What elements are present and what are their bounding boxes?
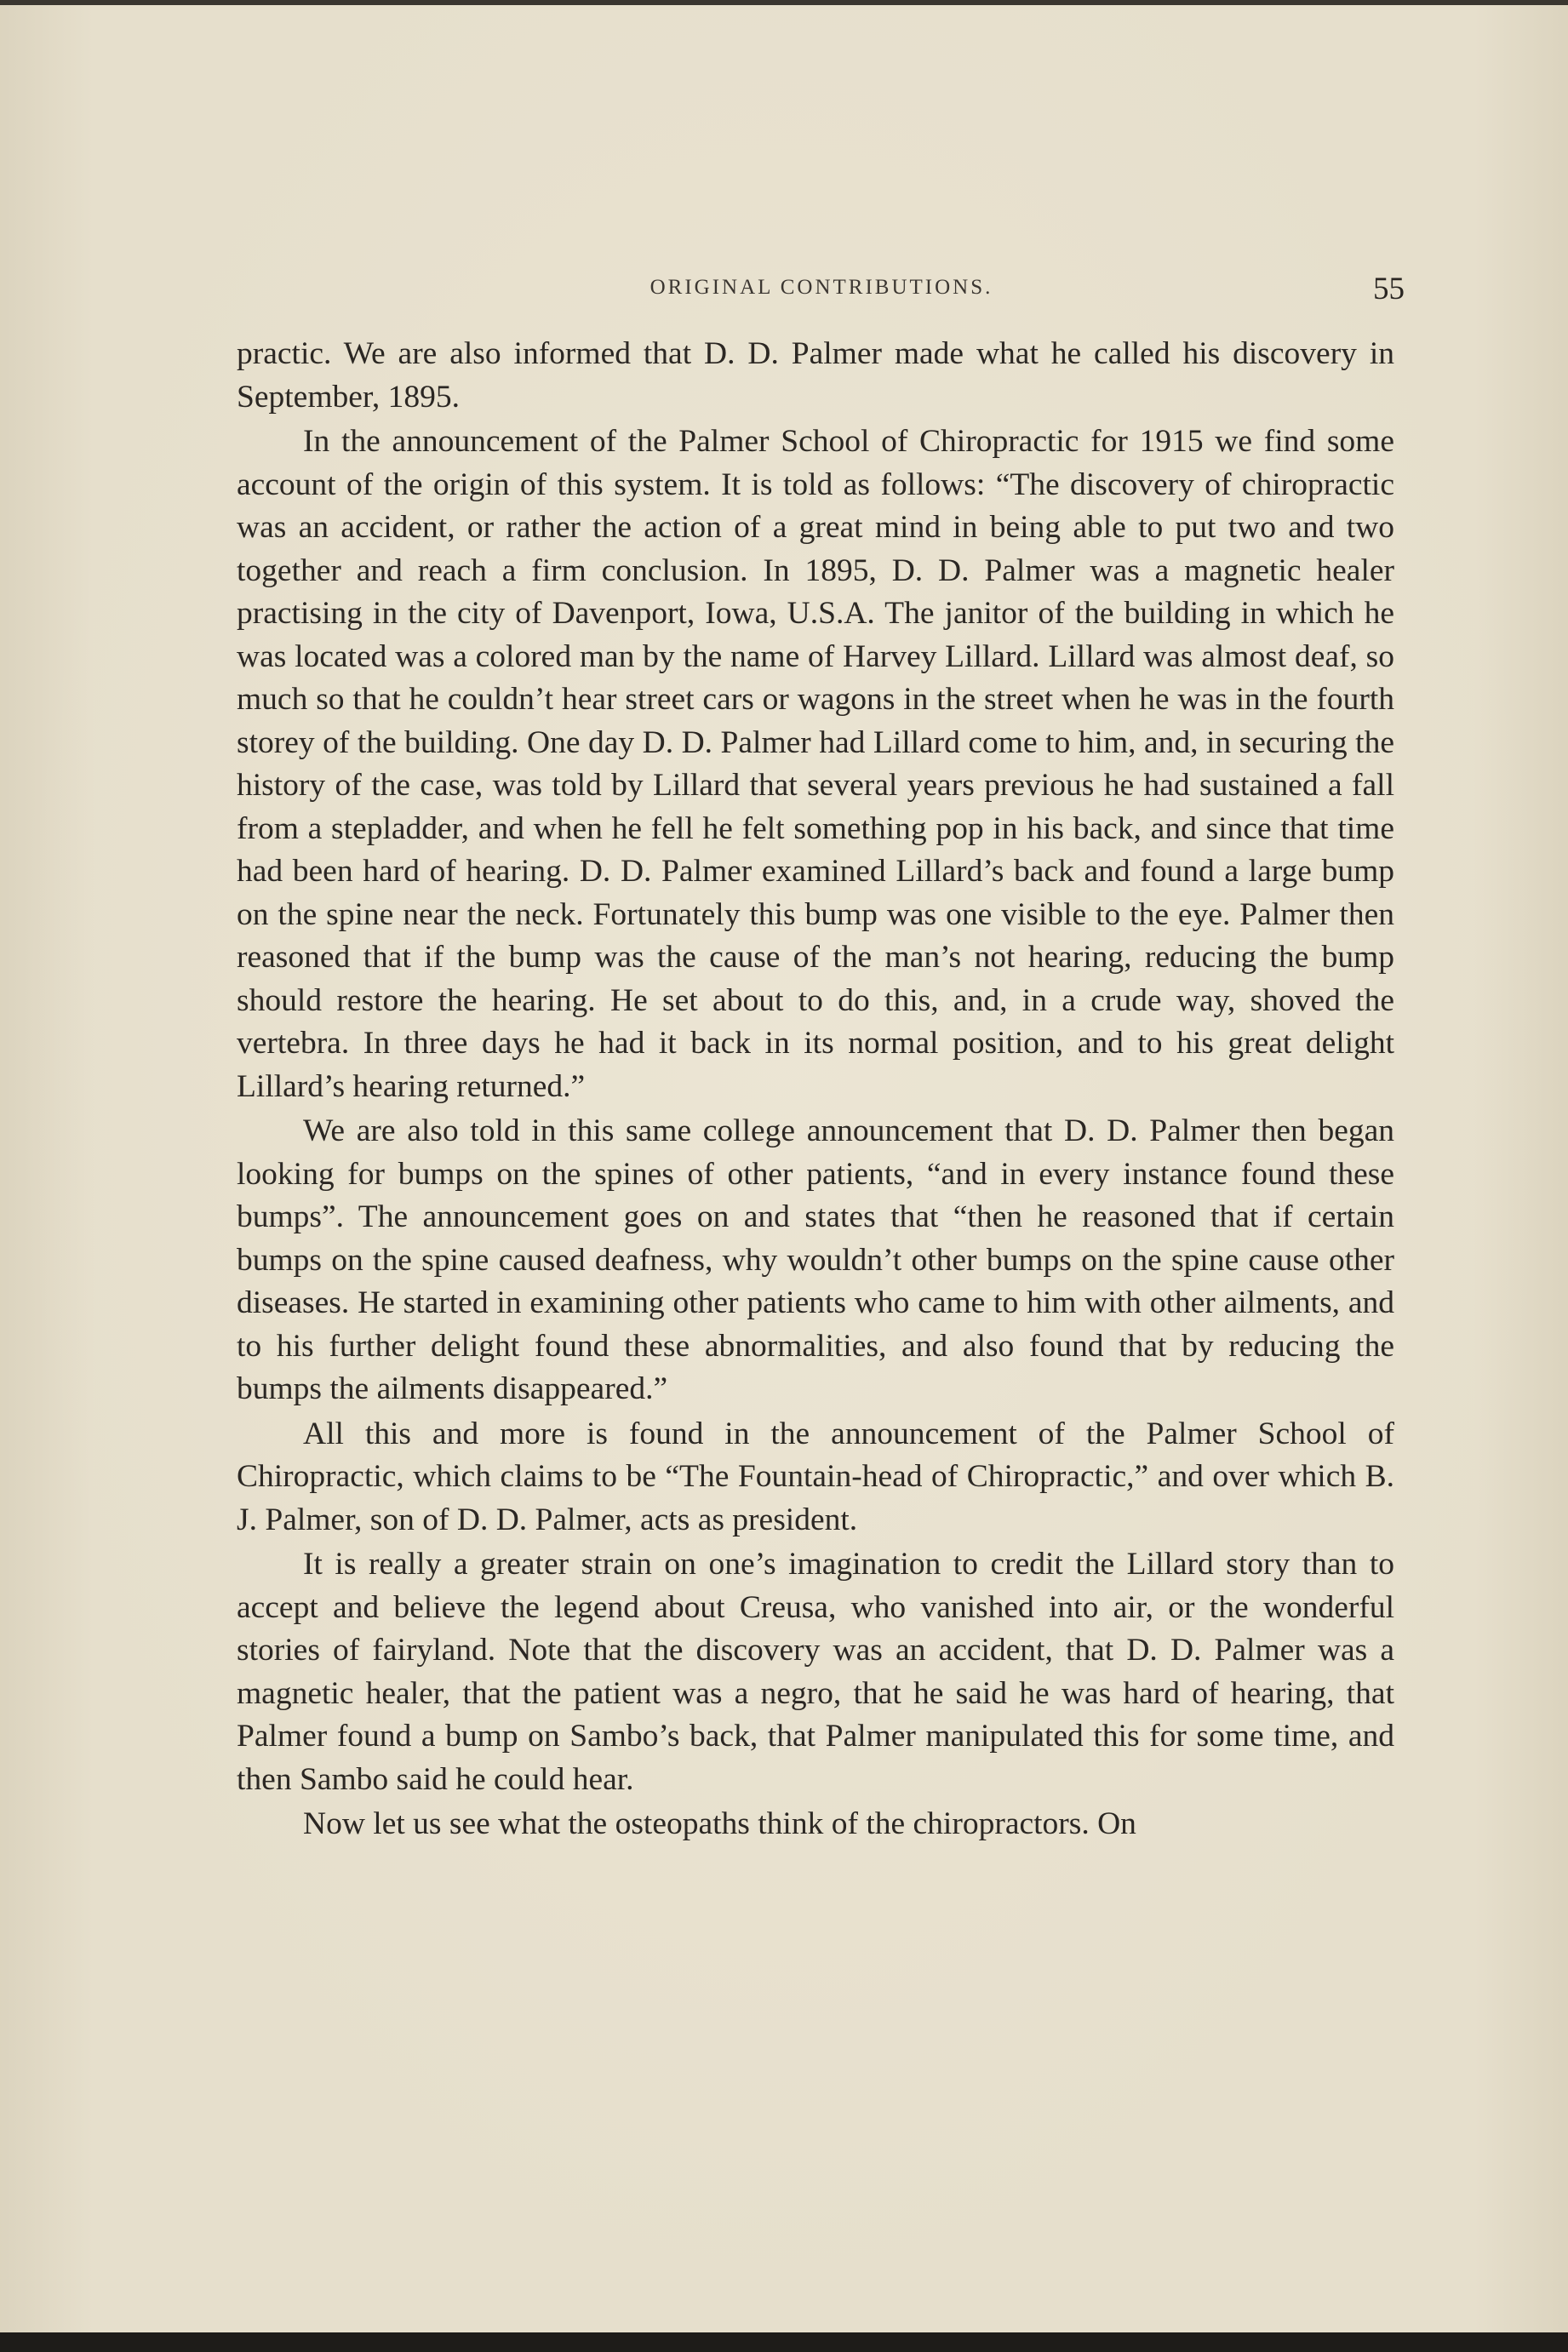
paragraph-continuation: practic. We are also informed that D. D. Palmer made what he called his discovery in September, 1895. (237, 336, 1394, 415)
body-text (237, 333, 1394, 1848)
paragraph-palmer-school: All this and more is found in the announcement of the Palmer School of Chiropractic, which claims to be “The Fountain-head of Chiropractic,” and over which B. J. Palmer, son of D. D. Palmer, acts as president. (237, 1416, 1394, 1537)
running-title: ORIGINAL CONTRIBUTIONS. (650, 276, 993, 299)
paragraph-lillard-story: It is really a greater strain on one’s imagination to credit the Lillard story than to accept and believe the legend about Creusa, who vanished into air, or the wonderful stories of fairyland. Note that the discovery was an accident, that D. D. Palmer was a magnetic healer, that the patient was a negro, that he said he was hard of hearing, that Palmer found a bump on Sambo’s back, that Palmer manipulated this for some time, and then Sambo said he could hear. (237, 1547, 1394, 1797)
paragraph-announcement: In the announcement of the Palmer School of Chiropractic for 1915 we find some account of the origin of this system. It is told as follows: “The discovery of chiropractic was an accident, or rather the action of a great mind in being able to put two and two together and reach a firm conclusion. In 1895, D. D. Palmer was a magnetic healer practising in the city of Davenport, Iowa, U.S.A. The janitor of the building in which he was located was a colored man by the name of Harvey Lillard. Lillard was almost deaf, so much so that he couldn’t hear street cars or wagons in the street when he was in the fourth storey of the building. One day D. D. Palmer had Lillard come to him, and, in securing the history of the case, was told by Lillard that several years previous he had sustained a fall from a stepladder, and when he fell he felt something pop in his back, and since that time had been hard of hearing. D. D. Palmer examined Lillard’s back and found a large bump on the spine near the neck. Fortunately this bump was one visible to the eye. Palmer then reasoned that if the bump was the cause of the man’s not hearing, reducing the bump should restore the hearing. He set about to do this, and, in a crude way, shoved the vertebra. In three days he had it back in its normal position, and to his great delight Lillard’s hearing returned.” (237, 424, 1394, 1104)
paragraph-bumps: We are also told in this same college announcement that D. D. Palmer then began looking for bumps on the spines of other patients, “and in every instance found these bumps”. The announcement goes on and states that “then he reasoned that if certain bumps on the spine caused deafness, why wouldn’t other bumps on the spine cause other diseases. He started in examining other patients who came to him with other ailments, and to his further delight found these abnormalities, and also found that by reducing the bumps the ailments disappeared.” (237, 1113, 1394, 1406)
running-head (238, 271, 1405, 313)
page-number: 55 (1373, 272, 1405, 306)
paragraph-osteopaths: Now let us see what the osteopaths think of the chiropractors. On (303, 1806, 1136, 1841)
page-bottom-edge (0, 2332, 1568, 2352)
